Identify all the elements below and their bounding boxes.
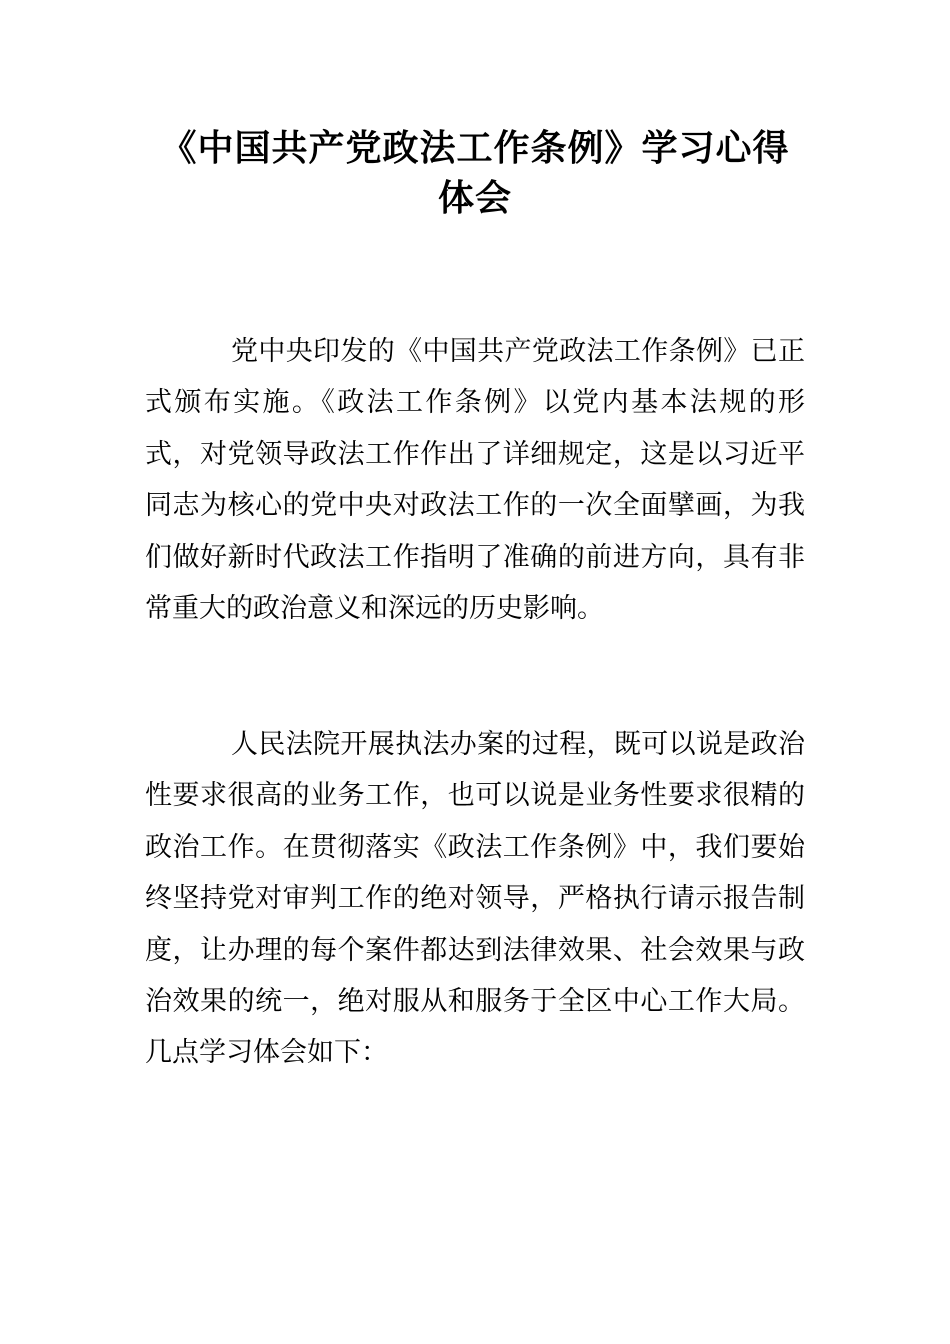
body-paragraph-2: 人民法院开展执法办案的过程，既可以说是政治性要求很高的业务工作，也可以说是业务性要求很精的政治工作。在贯彻落实《政法工作条例》中，我们要始终坚持党对审判工作的绝对领导，严格执行请示报告制度，让办理的每个案件都达到法律效果、社会效果与政治效果的统一，绝对服从和服务于全区中心工作大局。几点学习体会如下： (145, 729, 805, 1069)
document-title: 《中国共产党政法工作条例》学习心得体会 (160, 128, 790, 219)
body-paragraph-1: 党中央印发的《中国共产党政法工作条例》已正式颁布实施。《政法工作条例》以党内基本法规的形式，对党领导政法工作作出了详细规定，这是以习近平同志为核心的党中央对政法工作的一次全面擘画，为我们做好新时代政法工作指明了准确的前进方向，具有非常重大的政治意义和深远的历史影响。 (145, 336, 805, 625)
